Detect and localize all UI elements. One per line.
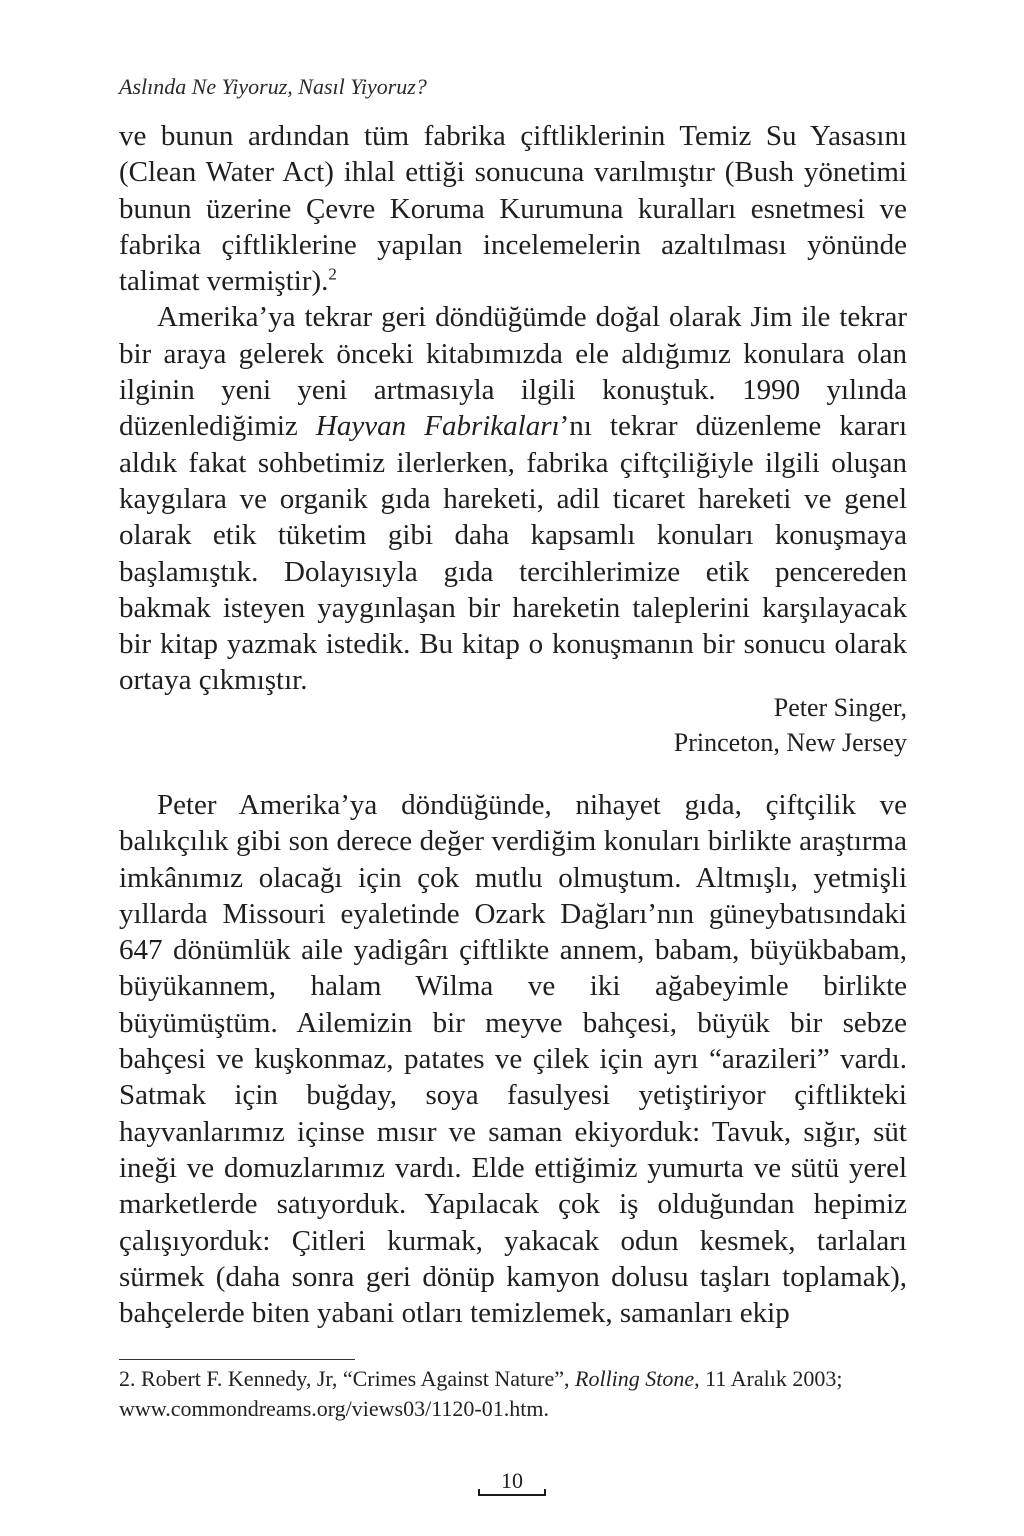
page-number-block — [478, 1468, 546, 1500]
paragraph-2-text-a: Amerika’ya tekrar geri döndüğümde doğal olarak Jim ile tekrar bir araya gelerek önceki kitabımızda ele aldığımız konulara olan ilginin yeni yeni artmasıyla ilgili konuştuk. 1990 yılında düzenlediğimiz — [119, 301, 907, 443]
footnote-text-b: , 11 Aralık 2003; www.commondreams.org/views03/1120-01.htm. — [119, 1366, 843, 1421]
paragraph-2 — [119, 299, 907, 698]
signature-place: Princeton, New Jersey — [673, 728, 907, 757]
signature-block — [674, 690, 907, 760]
page-number-underline — [478, 1494, 546, 1496]
footnote-magazine-italic: Rolling Stone — [575, 1366, 695, 1391]
book-title-italic: Hayvan Fabrikaları — [315, 410, 560, 443]
paragraph-3: Peter Amerika’ya döndüğünde, nihayet gıda, çiftçilik ve balıkçılık gibi son derece değer verdiğim konuları birlikte araştırma imkânımız olacağı için çok mutlu olmuştum. Altmışlı, yetmişli yıllarda Missouri eyaletinde Ozark Dağları’nın güneybatısındaki 647 dönümlük aile yadigârı çiftlikte annem, babam, büyükbabam, büyükannem, halam Wilma ve iki ağabeyimle birlikte büyümüştüm. Ailemizin bir meyve bahçesi, büyük bir sebze bahçesi ve kuşkonmaz, patates ve çilek için ayrı “arazileri” vardı. Satmak için buğday, soya fasulyesi yetiştiriyor çiftlikteki hayvanlarımız içinse mısır ve saman ekiyorduk: Tavuk, sığır, süt ineği ve domuzlarımız vardı. Elde ettiğimiz yumurta ve sütü yerel marketlerde satıyorduk. Yapılacak çok iş olduğundan hepimiz çalışıyorduk: Çitleri kurmak, yakacak odun kesmek, tarlaları sürmek (daha sonra geri dönüp kamyon dolusu taşları toplamak), bahçelerde biten yabani otları temizlemek, samanları ekip — [119, 789, 907, 1330]
footnote-divider — [119, 1359, 355, 1360]
footnote-reference[interactable]: 2 — [328, 264, 337, 284]
page-number: 10 — [501, 1468, 523, 1493]
running-header: Aslında Ne Yiyoruz, Nasıl Yiyoruz? — [119, 74, 427, 99]
page-number-tick-left — [478, 1489, 480, 1496]
footnote-text-a: 2. Robert F. Kennedy, Jr, “Crimes Against Nature”, — [119, 1366, 576, 1391]
paragraph-1-text: ve bunun ardından tüm fabrika çiftliklerinin Temiz Su Yasasını (Clean Water Act) ihlal ettiği sonucuna varılmıştır (Bush yönetimi bunun üzerine Çevre Koruma Kurumuna kuralları esnetmesi ve fabrika çiftliklerine yapılan incelemelerin azaltılması yönünde talimat vermiştir). — [119, 120, 907, 298]
paragraph-1 — [119, 118, 907, 299]
section-2-text — [119, 787, 907, 1331]
page-number-tick-right — [544, 1489, 546, 1496]
signature-name: Peter Singer, — [773, 693, 907, 722]
footnote — [119, 1364, 907, 1424]
paragraph-2-text-b: ’nı tekrar düzenleme kararı aldık fakat sohbetimiz ilerlerken, fabrika çiftçiliğiyle ilgili oluşan kaygılara ve organik gıda hareketi, adil ticaret hareketi ve genel olarak etik tüketim gibi daha kapsamlı konuları konuşmaya başlamıştık. Dolayısıyla gıda tercihlerimize etik pencereden bakmak isteyen yaygınlaşan bir hareketin taleplerini karşılayacak bir kitap yazmak istedik. Bu kitap o konuşmanın bir sonucu olarak ortaya çıkmıştır. — [119, 410, 908, 697]
section-1-text — [119, 118, 907, 699]
